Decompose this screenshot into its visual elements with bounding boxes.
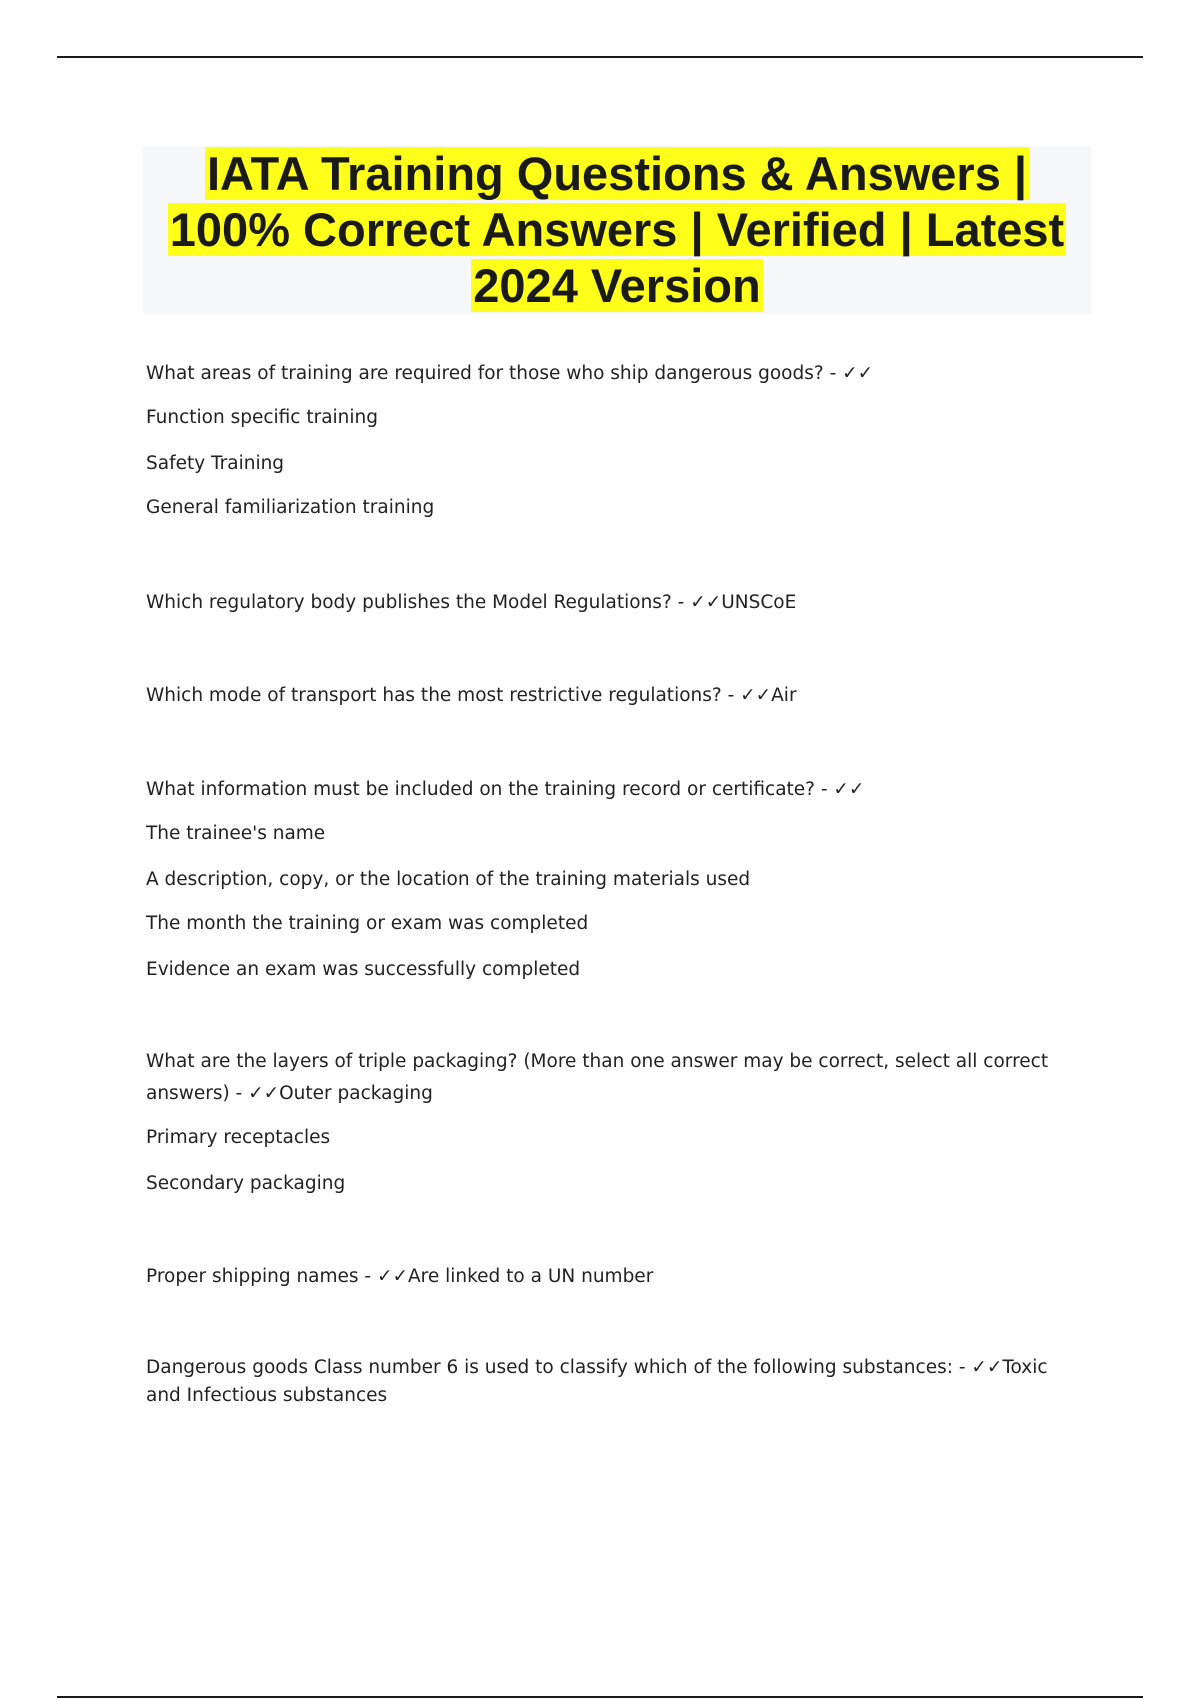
answer-line: Safety Training [146, 453, 285, 474]
answer-line: The trainee's name [146, 823, 326, 844]
answer-line: General familiarization training [146, 497, 435, 518]
top-rule [57, 56, 1143, 58]
document-title [143, 146, 1091, 314]
title-highlight: IATA Training Questions & Answers | 100% Correct Answers | Verified | Latest 2024 Version [169, 147, 1065, 312]
bottom-rule [57, 1696, 1143, 1698]
question-1: What areas of training are required for those who ship dangerous goods? - ✓✓ [146, 363, 874, 384]
answer-line: Secondary packaging [146, 1173, 346, 1194]
answer-line: Evidence an exam was successfully completed [146, 959, 581, 980]
question-5: What are the layers of triple packaging? (More than one answer may be correct, select all correct answers) - ✓✓Outer packaging [146, 1051, 1049, 1104]
answer-line: A description, copy, or the location of the training materials used [146, 869, 751, 890]
answer-line: The month the training or exam was completed [146, 913, 589, 934]
question-3: Which mode of transport has the most restrictive regulations? - ✓✓Air [146, 685, 797, 706]
question-7: Dangerous goods Class number 6 is used to classify which of the following substances: - ✓✓Toxic and Infectious substances [146, 1357, 1048, 1406]
question-4: What information must be included on the training record or certificate? - ✓✓ [146, 779, 865, 800]
question-6: Proper shipping names - ✓✓Are linked to a UN number [146, 1266, 654, 1287]
question-2: Which regulatory body publishes the Model Regulations? - ✓✓UNSCoE [146, 592, 797, 613]
answer-line: Function specific training [146, 407, 379, 428]
answer-line: Primary receptacles [146, 1127, 331, 1148]
